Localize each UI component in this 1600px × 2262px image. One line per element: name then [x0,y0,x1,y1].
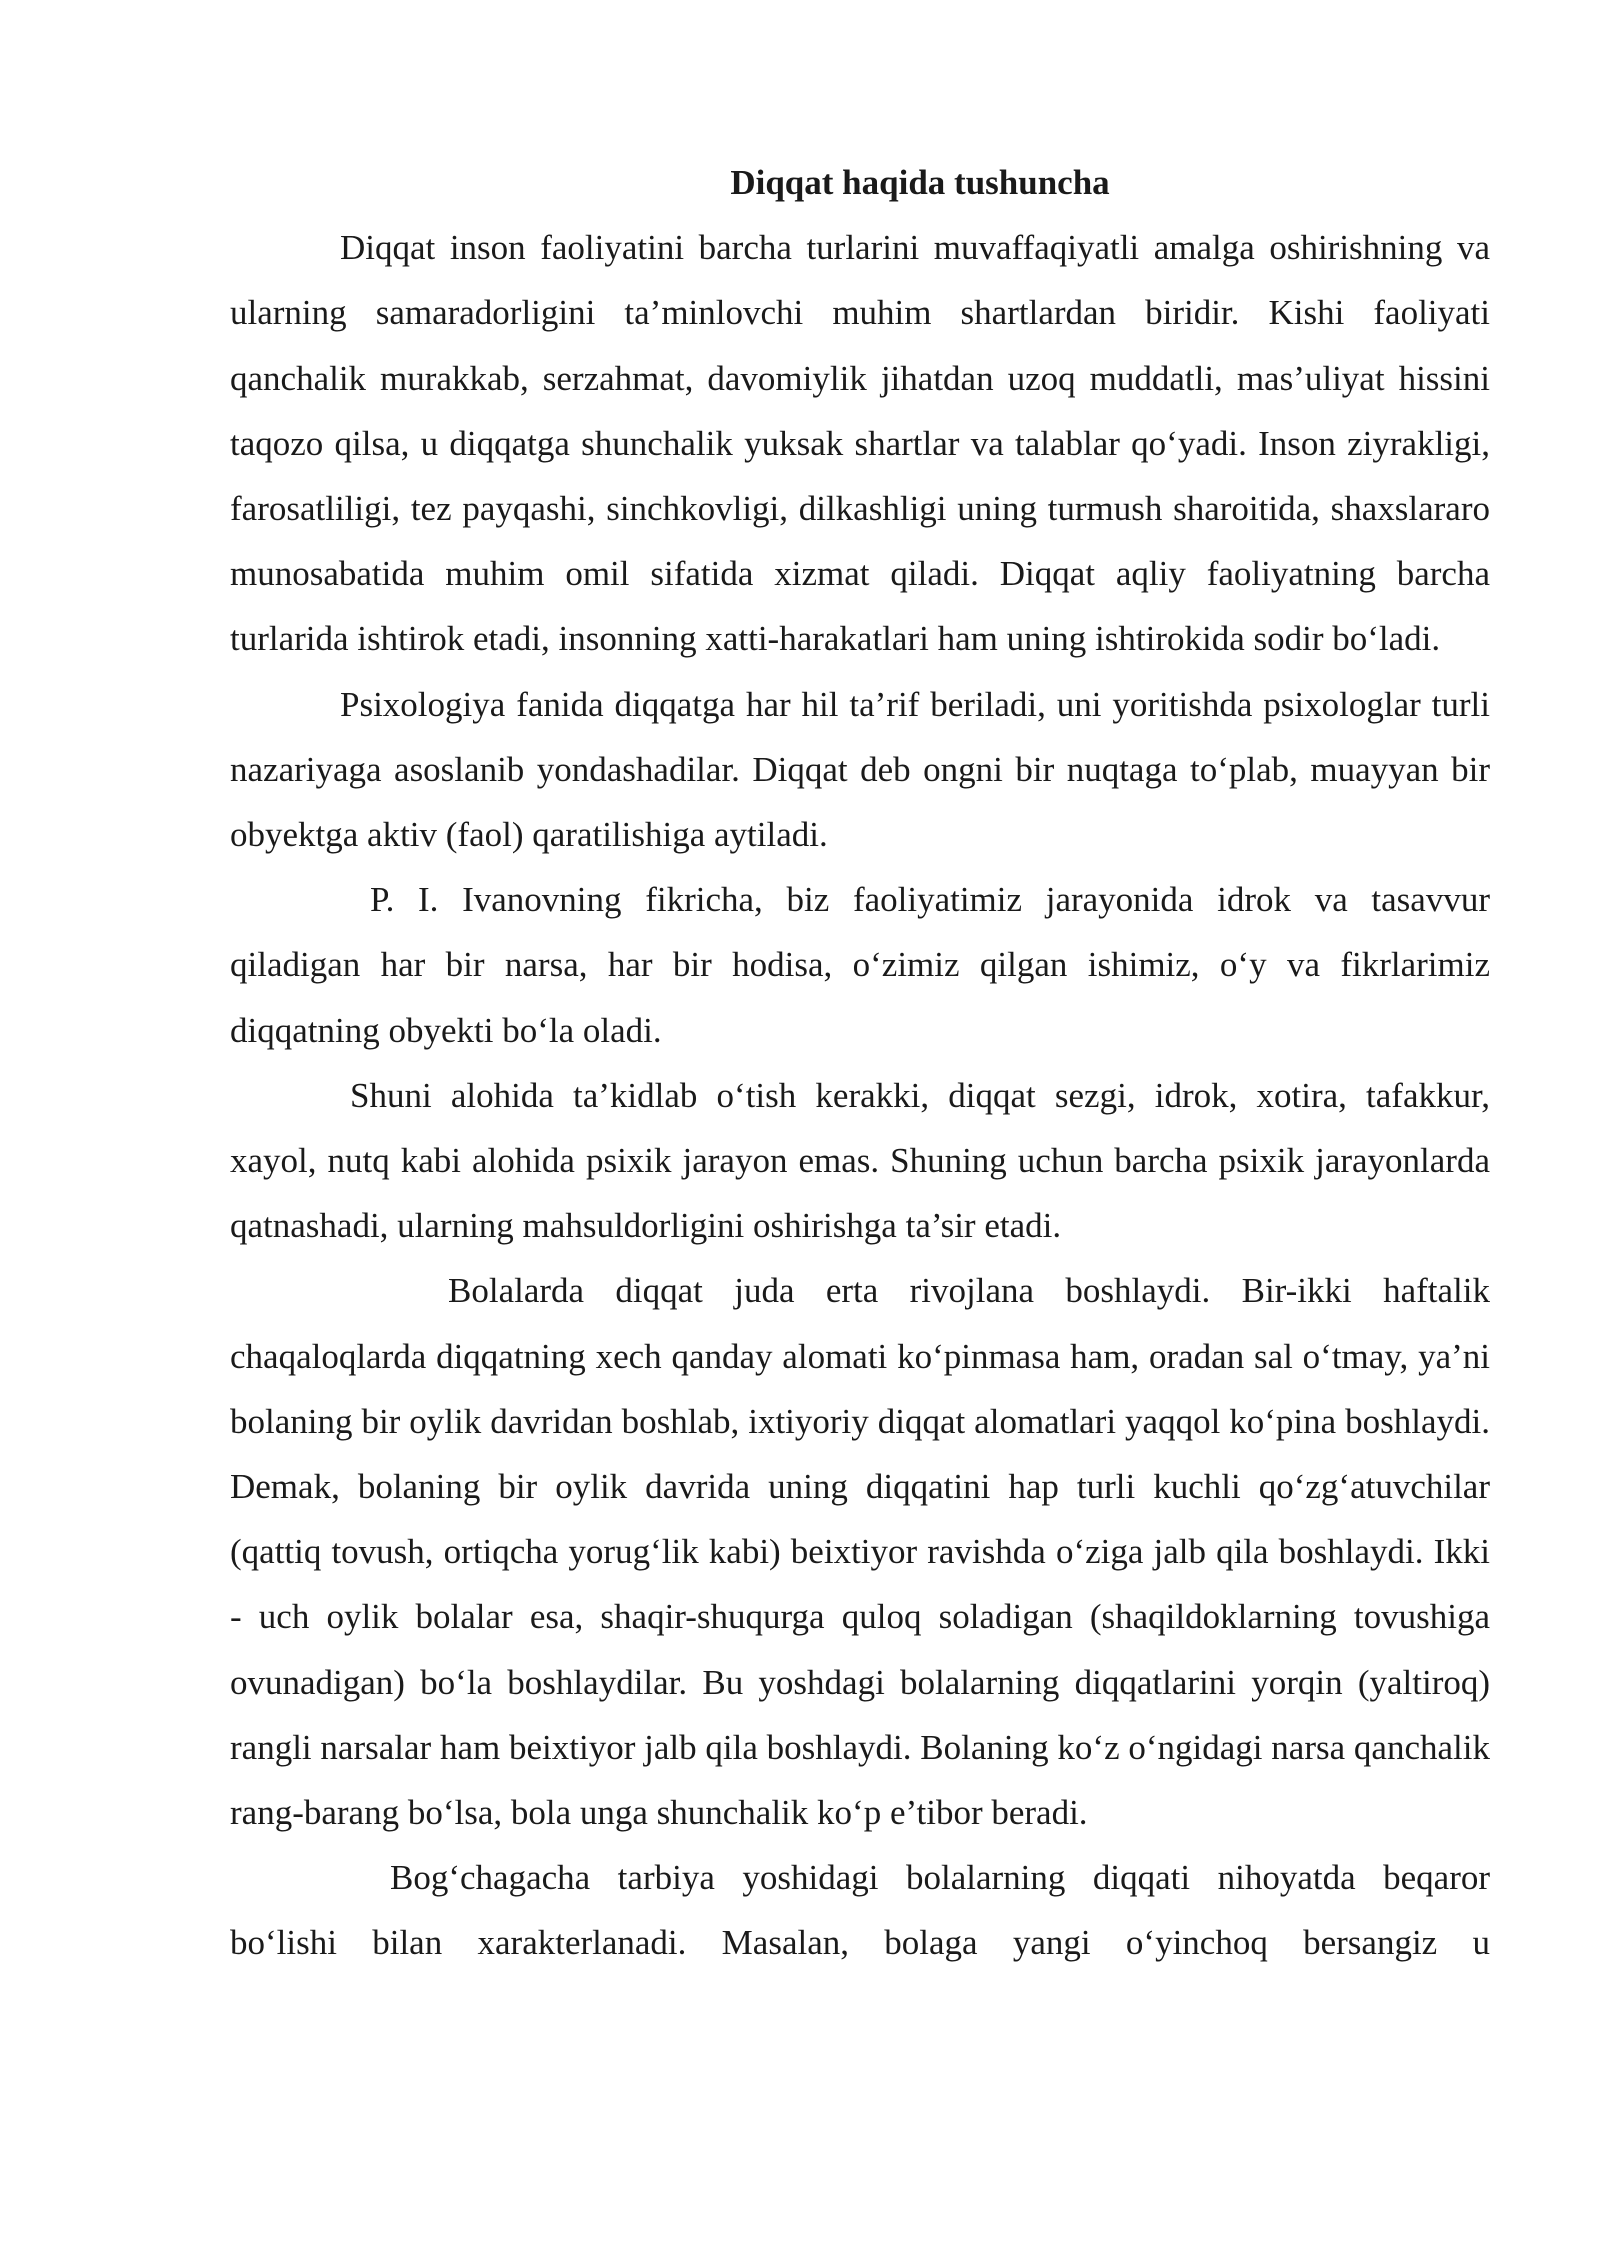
paragraph: P. I. Ivanovning fikricha, biz faoliyatimiz jarayonida idrok va tasavvur qiladigan har bir narsa, har bir hodisa, o‘zimiz qilgan ishimiz, o‘y va fikrlarimiz diqqatning obyekti bo‘la oladi. [230,880,1490,1050]
document-title: Diqqat haqida tushuncha [730,163,1110,202]
document-body [230,150,1490,1976]
paragraph: Bolalarda diqqat juda erta rivojlana boshlaydi. Bir-ikki haftalik chaqaloqlarda diqqatning xech qanday alomati ko‘pinmasa ham, oradan sal o‘tmay, ya’ni bolaning bir oylik davridan boshlab, ixtiyoriy diqqat alomatlari yaqqol ko‘pina boshlaydi. Demak, bolaning bir oylik davrida uning diqqatini hap turli kuchli qo‘zg‘atuvchilar (qattiq tovush, ortiqcha yorug‘lik kabi) beixtiyor ravishda o‘ziga jalb qila boshlaydi. Ikki - uch oylik bolalar esa, shaqir-shuqurga quloq soladigan (shaqildoklarning tovushiga ovunadigan) bo‘la boshlaydilar. Bu yoshdagi bolalarning diqqatlarini yorqin (yaltiroq) rangli narsalar ham beixtiyor jalb qila boshlaydi. Bolaning ko‘z o‘ngidagi narsa qanchalik rang-barang bo‘lsa, bola unga shunchalik ko‘p e’tibor beradi. [230,1271,1490,1833]
paragraph: Psixologiya fanida diqqatga har hil ta’rif beriladi, uni yoritishda psixologlar turli nazariyaga asoslanib yondashadilar. Diqqat deb ongni bir nuqtaga to‘plab, muayyan bir obyektga aktiv (faol) qaratilishiga aytiladi. [230,684,1490,855]
paragraph: Shuni alohida ta’kidlab o‘tish kerakki, diqqat sezgi, idrok, xotira, tafakkur, xayol, nutq kabi alohida psixik jarayon emas. Shuning uchun barcha psixik jarayonlarda qatnashadi, ularning mahsuldorligini oshirishga ta’sir etadi. [230,1075,1490,1246]
paragraph: Diqqat inson faoliyatini barcha turlarini muvaffaqiyatli amalga oshirishning va ularning samaradorligini ta’minlovchi muhim shartlardan biridir. Kishi faoliyati qanchalik murakkab, serzahmat, davomiylik jihatdan uzoq muddatli, mas’uliyat hissini taqozo qilsa, u diqqatga shunchalik yuksak shartlar va talablar qo‘yadi. Inson ziyrakligi, farosatliligi, tez payqashi, sinchkovligi, dilkashligi uning turmush sharoitida, shaxslararo munosabatida muhim omil sifatida xizmat qiladi. Diqqat aqliy faoliyatning barcha turlarida ishtirok etadi, insonning xatti-harakatlari ham uning ishtirokida sodir bo‘ladi. [230,228,1490,659]
paragraph: Bog‘chagacha tarbiya yoshidagi bolalarning diqqati nihoyatda beqaror bo‘lishi bilan xarakterlanadi. Masalan, bolaga yangi o‘yinchoq bersangiz u [230,1858,1490,1963]
